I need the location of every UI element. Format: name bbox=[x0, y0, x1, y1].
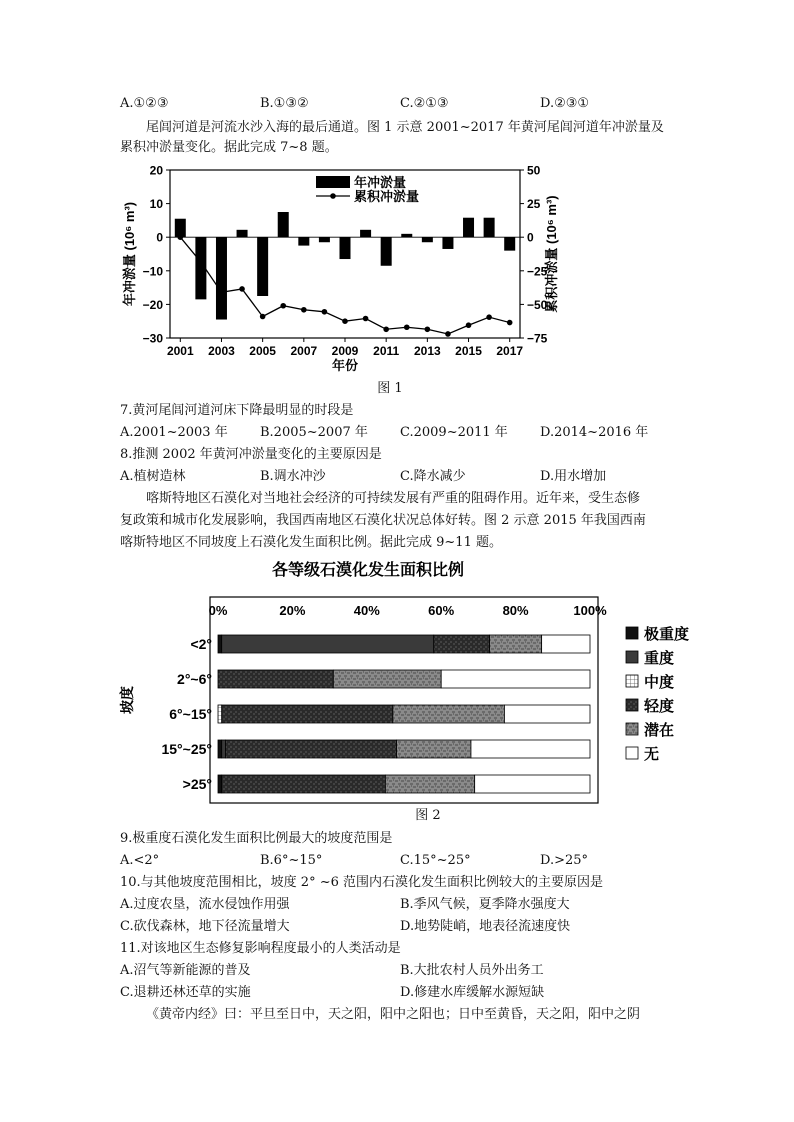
q11-options-row2 bbox=[120, 985, 680, 1001]
cumulative-point-2006 bbox=[280, 303, 286, 309]
stacked-segment-5-1 bbox=[441, 670, 590, 688]
cumulative-point-2015 bbox=[466, 322, 472, 328]
fig2-legend-swatch bbox=[626, 651, 638, 663]
fig2-legend-swatch bbox=[626, 699, 638, 711]
stacked-segment-1-0 bbox=[222, 635, 434, 653]
stacked-segment-3-3 bbox=[225, 740, 396, 758]
stacked-segment-0-4 bbox=[218, 775, 222, 793]
q10-option-b[interactable]: B.季风气候，夏季降水强度大 bbox=[400, 897, 570, 912]
annual-bar-2016 bbox=[484, 218, 495, 237]
stacked-segment-5-2 bbox=[504, 705, 590, 723]
cumulative-point-2007 bbox=[301, 307, 307, 313]
q11-option-b[interactable]: B.大批农村人员外出务工 bbox=[400, 963, 544, 978]
figure1-legend bbox=[316, 175, 419, 204]
x-tick-label: 2017 bbox=[496, 344, 524, 358]
cumulative-point-2008 bbox=[322, 309, 328, 315]
q10-options-row1 bbox=[120, 897, 680, 913]
stacked-segment-5-0 bbox=[542, 635, 590, 653]
q7-option-d[interactable]: D.2014~2016 年 bbox=[540, 425, 649, 440]
fig2-legend-label: 轻度 bbox=[644, 698, 675, 715]
fig2-legend-label: 重度 bbox=[644, 650, 675, 667]
cumulative-point-2013 bbox=[425, 326, 431, 332]
stacked-segment-3-1 bbox=[218, 670, 333, 688]
left-tick-label: 10 bbox=[149, 197, 163, 212]
cumulative-point-2005 bbox=[260, 314, 266, 320]
figure1-x-axis-label: 年份 bbox=[331, 358, 359, 373]
annual-bar-2012 bbox=[401, 234, 412, 237]
fig2-legend-label: 无 bbox=[644, 746, 660, 763]
figure1-left-axis-label: 年冲淤量 (10⁶ m³) bbox=[122, 201, 137, 307]
fig2-legend-swatch bbox=[626, 675, 638, 687]
x-tick-label: 2011 bbox=[373, 344, 400, 358]
legend-swatch-bar bbox=[316, 176, 350, 188]
fig2-legend-swatch bbox=[626, 627, 638, 639]
x-tick-label: 2007 bbox=[290, 344, 318, 358]
slope-category-label: 2°~6° bbox=[177, 671, 212, 687]
q8-option-a[interactable]: A.植树造林 bbox=[120, 469, 186, 484]
stacked-segment-0-3 bbox=[218, 740, 222, 758]
right-tick-label: −25 bbox=[527, 264, 548, 279]
fig2-x-tick-label: 80% bbox=[502, 603, 529, 618]
annual-bar-2017 bbox=[504, 237, 515, 250]
cumulative-point-2012 bbox=[404, 324, 410, 330]
q6-option-a[interactable]: A.①②③ bbox=[120, 96, 169, 111]
intro2-line1: 喀斯特地区石漠化对当地社会经济的可持续发展有严重的阻碍作用。近年来，受生态修 bbox=[146, 491, 641, 506]
annual-bar-2005 bbox=[257, 237, 268, 296]
annual-bar-2008 bbox=[319, 237, 330, 242]
q11-option-c[interactable]: C.退耕还林还草的实施 bbox=[120, 985, 251, 1000]
cumulative-point-2016 bbox=[486, 314, 492, 320]
legend-swatch-point bbox=[330, 193, 336, 199]
q9-stem: 9.极重度石漠化发生面积比例最大的坡度范围是 bbox=[120, 831, 393, 846]
annual-bar-2007 bbox=[298, 237, 309, 245]
q11-stem: 11.对该地区生态修复影响程度最小的人类活动是 bbox=[120, 941, 401, 956]
figure2-plot-frame bbox=[210, 597, 598, 803]
cumulative-point-2017 bbox=[507, 320, 513, 326]
cumulative-point-2011 bbox=[383, 326, 389, 332]
q8-option-d[interactable]: D.用水增加 bbox=[540, 469, 607, 484]
slope-category-label: <2° bbox=[190, 636, 212, 652]
fig2-x-tick-label: 60% bbox=[428, 603, 455, 618]
cumulative-point-2010 bbox=[363, 316, 369, 322]
legend-label-cumulative: 累积冲淤量 bbox=[354, 189, 420, 204]
annual-bar-2013 bbox=[422, 237, 433, 242]
q9-option-d[interactable]: D.>25° bbox=[540, 853, 589, 868]
figure1-right-axis-label: 累积冲淤量 (10⁶ m³) bbox=[544, 195, 559, 313]
q11-option-a[interactable]: A.沼气等新能源的普及 bbox=[120, 963, 251, 978]
intro2-line3: 喀斯特地区不同坡度上石漠化发生面积比例。据此完成 9~11 题。 bbox=[120, 535, 502, 550]
q6-option-b[interactable]: B.①③② bbox=[260, 96, 309, 111]
intro2-line2: 复政策和城市化发展影响，我国西南地区石漠化状况总体好转。图 2 示意 2015 年我国西南 bbox=[120, 513, 646, 528]
right-tick-label: −75 bbox=[527, 331, 548, 346]
x-tick-label: 2013 bbox=[414, 344, 441, 358]
q10-stem: 10.与其他坡度范围相比，坡度 2° ~6 范围内石漠化发生面积比例较大的主要原因是 bbox=[120, 875, 604, 890]
stacked-segment-4-3 bbox=[397, 740, 471, 758]
stacked-segment-3-4 bbox=[222, 775, 386, 793]
annual-bar-2009 bbox=[340, 237, 351, 259]
q11-options-row1 bbox=[120, 963, 680, 979]
stacked-segment-5-4 bbox=[475, 775, 590, 793]
q9-options bbox=[120, 853, 680, 869]
right-tick-label: 25 bbox=[527, 197, 541, 212]
q7-options bbox=[120, 425, 680, 441]
annual-bar-2014 bbox=[442, 237, 453, 249]
x-tick-label: 2001 bbox=[166, 344, 194, 358]
stacked-segment-3-2 bbox=[222, 705, 393, 723]
cumulative-point-2004 bbox=[239, 286, 245, 292]
annual-bar-2010 bbox=[360, 230, 371, 237]
fig2-x-tick-label: 100% bbox=[573, 603, 607, 618]
q6-option-c[interactable]: C.②①③ bbox=[400, 96, 449, 111]
stacked-segment-2-2 bbox=[218, 705, 222, 723]
stacked-segment-5-3 bbox=[471, 740, 590, 758]
trailing-passage: 《黄帝内经》曰：平旦至日中，天之阳，阳中之阳也；日中至黄昏，天之阳，阳中之阴 bbox=[146, 1007, 641, 1022]
cumulative-point-2002 bbox=[198, 259, 204, 265]
stacked-segment-4-4 bbox=[385, 775, 474, 793]
slope-category-label: 6°~15° bbox=[169, 706, 212, 722]
fig2-legend-label: 极重度 bbox=[644, 626, 690, 643]
annual-bar-2004 bbox=[237, 230, 248, 237]
q7-option-b[interactable]: B.2005~2007 年 bbox=[260, 425, 368, 440]
q7-stem: 7.黄河尾闾河道河床下降最明显的时段是 bbox=[120, 403, 354, 418]
stacked-segment-4-2 bbox=[393, 705, 505, 723]
x-tick-label: 2009 bbox=[331, 344, 359, 358]
intro1-line2: 累积冲淤量变化。据此完成 7~8 题。 bbox=[120, 140, 338, 155]
x-tick-label: 2015 bbox=[455, 344, 482, 358]
stacked-segment-4-0 bbox=[490, 635, 542, 653]
q11-option-d[interactable]: D.修建水库缓解水源短缺 bbox=[400, 985, 545, 1000]
legend-label-annual: 年冲淤量 bbox=[354, 175, 407, 190]
fig2-legend-swatch bbox=[626, 723, 638, 735]
fig2-legend-label: 中度 bbox=[644, 674, 675, 691]
q8-option-b[interactable]: B.调水冲沙 bbox=[260, 469, 326, 484]
annual-bar-2011 bbox=[381, 237, 392, 266]
right-tick-label: 50 bbox=[527, 163, 541, 178]
q9-option-a[interactable]: A.<2° bbox=[120, 853, 160, 868]
figure2-title: 各等级石漠化发生面积比例 bbox=[271, 562, 465, 579]
stacked-segment-1-3 bbox=[222, 740, 226, 758]
q8-option-c[interactable]: C.降水减少 bbox=[400, 469, 466, 484]
fig2-legend-label: 潜在 bbox=[644, 722, 675, 739]
cumulative-point-2009 bbox=[342, 318, 348, 324]
q6-options bbox=[120, 96, 680, 112]
annual-bar-2003 bbox=[216, 237, 227, 319]
left-tick-label: −30 bbox=[142, 331, 163, 346]
stacked-segment-0-0 bbox=[218, 635, 222, 653]
q10-option-c[interactable]: C.砍伐森林，地下径流量增大 bbox=[120, 919, 290, 934]
figure2-caption: 图 2 bbox=[415, 808, 441, 823]
annual-bar-2015 bbox=[463, 218, 474, 237]
fig2-x-tick-label: 40% bbox=[353, 603, 380, 618]
q6-option-d[interactable]: D.②③① bbox=[540, 96, 590, 111]
figure1-caption: 图 1 bbox=[377, 381, 403, 396]
left-tick-label: 0 bbox=[156, 230, 163, 245]
q9-option-b[interactable]: B.6°~15° bbox=[260, 853, 323, 868]
q7-option-c[interactable]: C.2009~2011 年 bbox=[400, 425, 508, 440]
q10-option-d[interactable]: D.地势陡峭，地表径流速度快 bbox=[400, 919, 571, 934]
right-tick-label: −50 bbox=[527, 297, 548, 312]
stacked-segment-4-1 bbox=[333, 670, 441, 688]
q9-option-c[interactable]: C.15°~25° bbox=[400, 853, 471, 868]
fig2-x-tick-label: 0% bbox=[208, 603, 228, 618]
figure2-y-axis-label: 坡度 bbox=[119, 686, 135, 714]
cumulative-point-2001 bbox=[177, 234, 183, 240]
x-tick-label: 2003 bbox=[208, 344, 235, 358]
slope-category-label: 15°~25° bbox=[161, 741, 212, 757]
q8-options bbox=[120, 469, 680, 485]
intro1-line1: 尾闾河道是河流水沙入海的最后通道。图 1 示意 2001~2017 年黄河尾闾河道年冲淤量及 bbox=[146, 120, 664, 135]
slope-category-label: >25° bbox=[182, 776, 212, 792]
cumulative-point-2014 bbox=[445, 331, 451, 337]
stacked-segment-3-0 bbox=[434, 635, 490, 653]
figure2-chart bbox=[110, 555, 710, 805]
q10-options-row2 bbox=[120, 919, 680, 935]
left-tick-label: −10 bbox=[142, 264, 163, 279]
x-tick-label: 2005 bbox=[249, 344, 276, 358]
cumulative-point-2003 bbox=[219, 290, 225, 296]
left-tick-label: 20 bbox=[149, 163, 163, 178]
fig2-x-tick-label: 20% bbox=[279, 603, 306, 618]
q10-option-a[interactable]: A.过度农垦，流水侵蚀作用强 bbox=[120, 897, 290, 912]
left-tick-label: −20 bbox=[142, 297, 163, 312]
q7-option-a[interactable]: A.2001~2003 年 bbox=[120, 425, 228, 440]
annual-bar-2006 bbox=[278, 212, 289, 237]
right-tick-label: 0 bbox=[527, 230, 534, 245]
q8-stem: 8.推测 2002 年黄河冲淤量变化的主要原因是 bbox=[120, 447, 382, 462]
figure1-chart bbox=[110, 158, 560, 380]
fig2-legend-swatch bbox=[626, 747, 638, 759]
